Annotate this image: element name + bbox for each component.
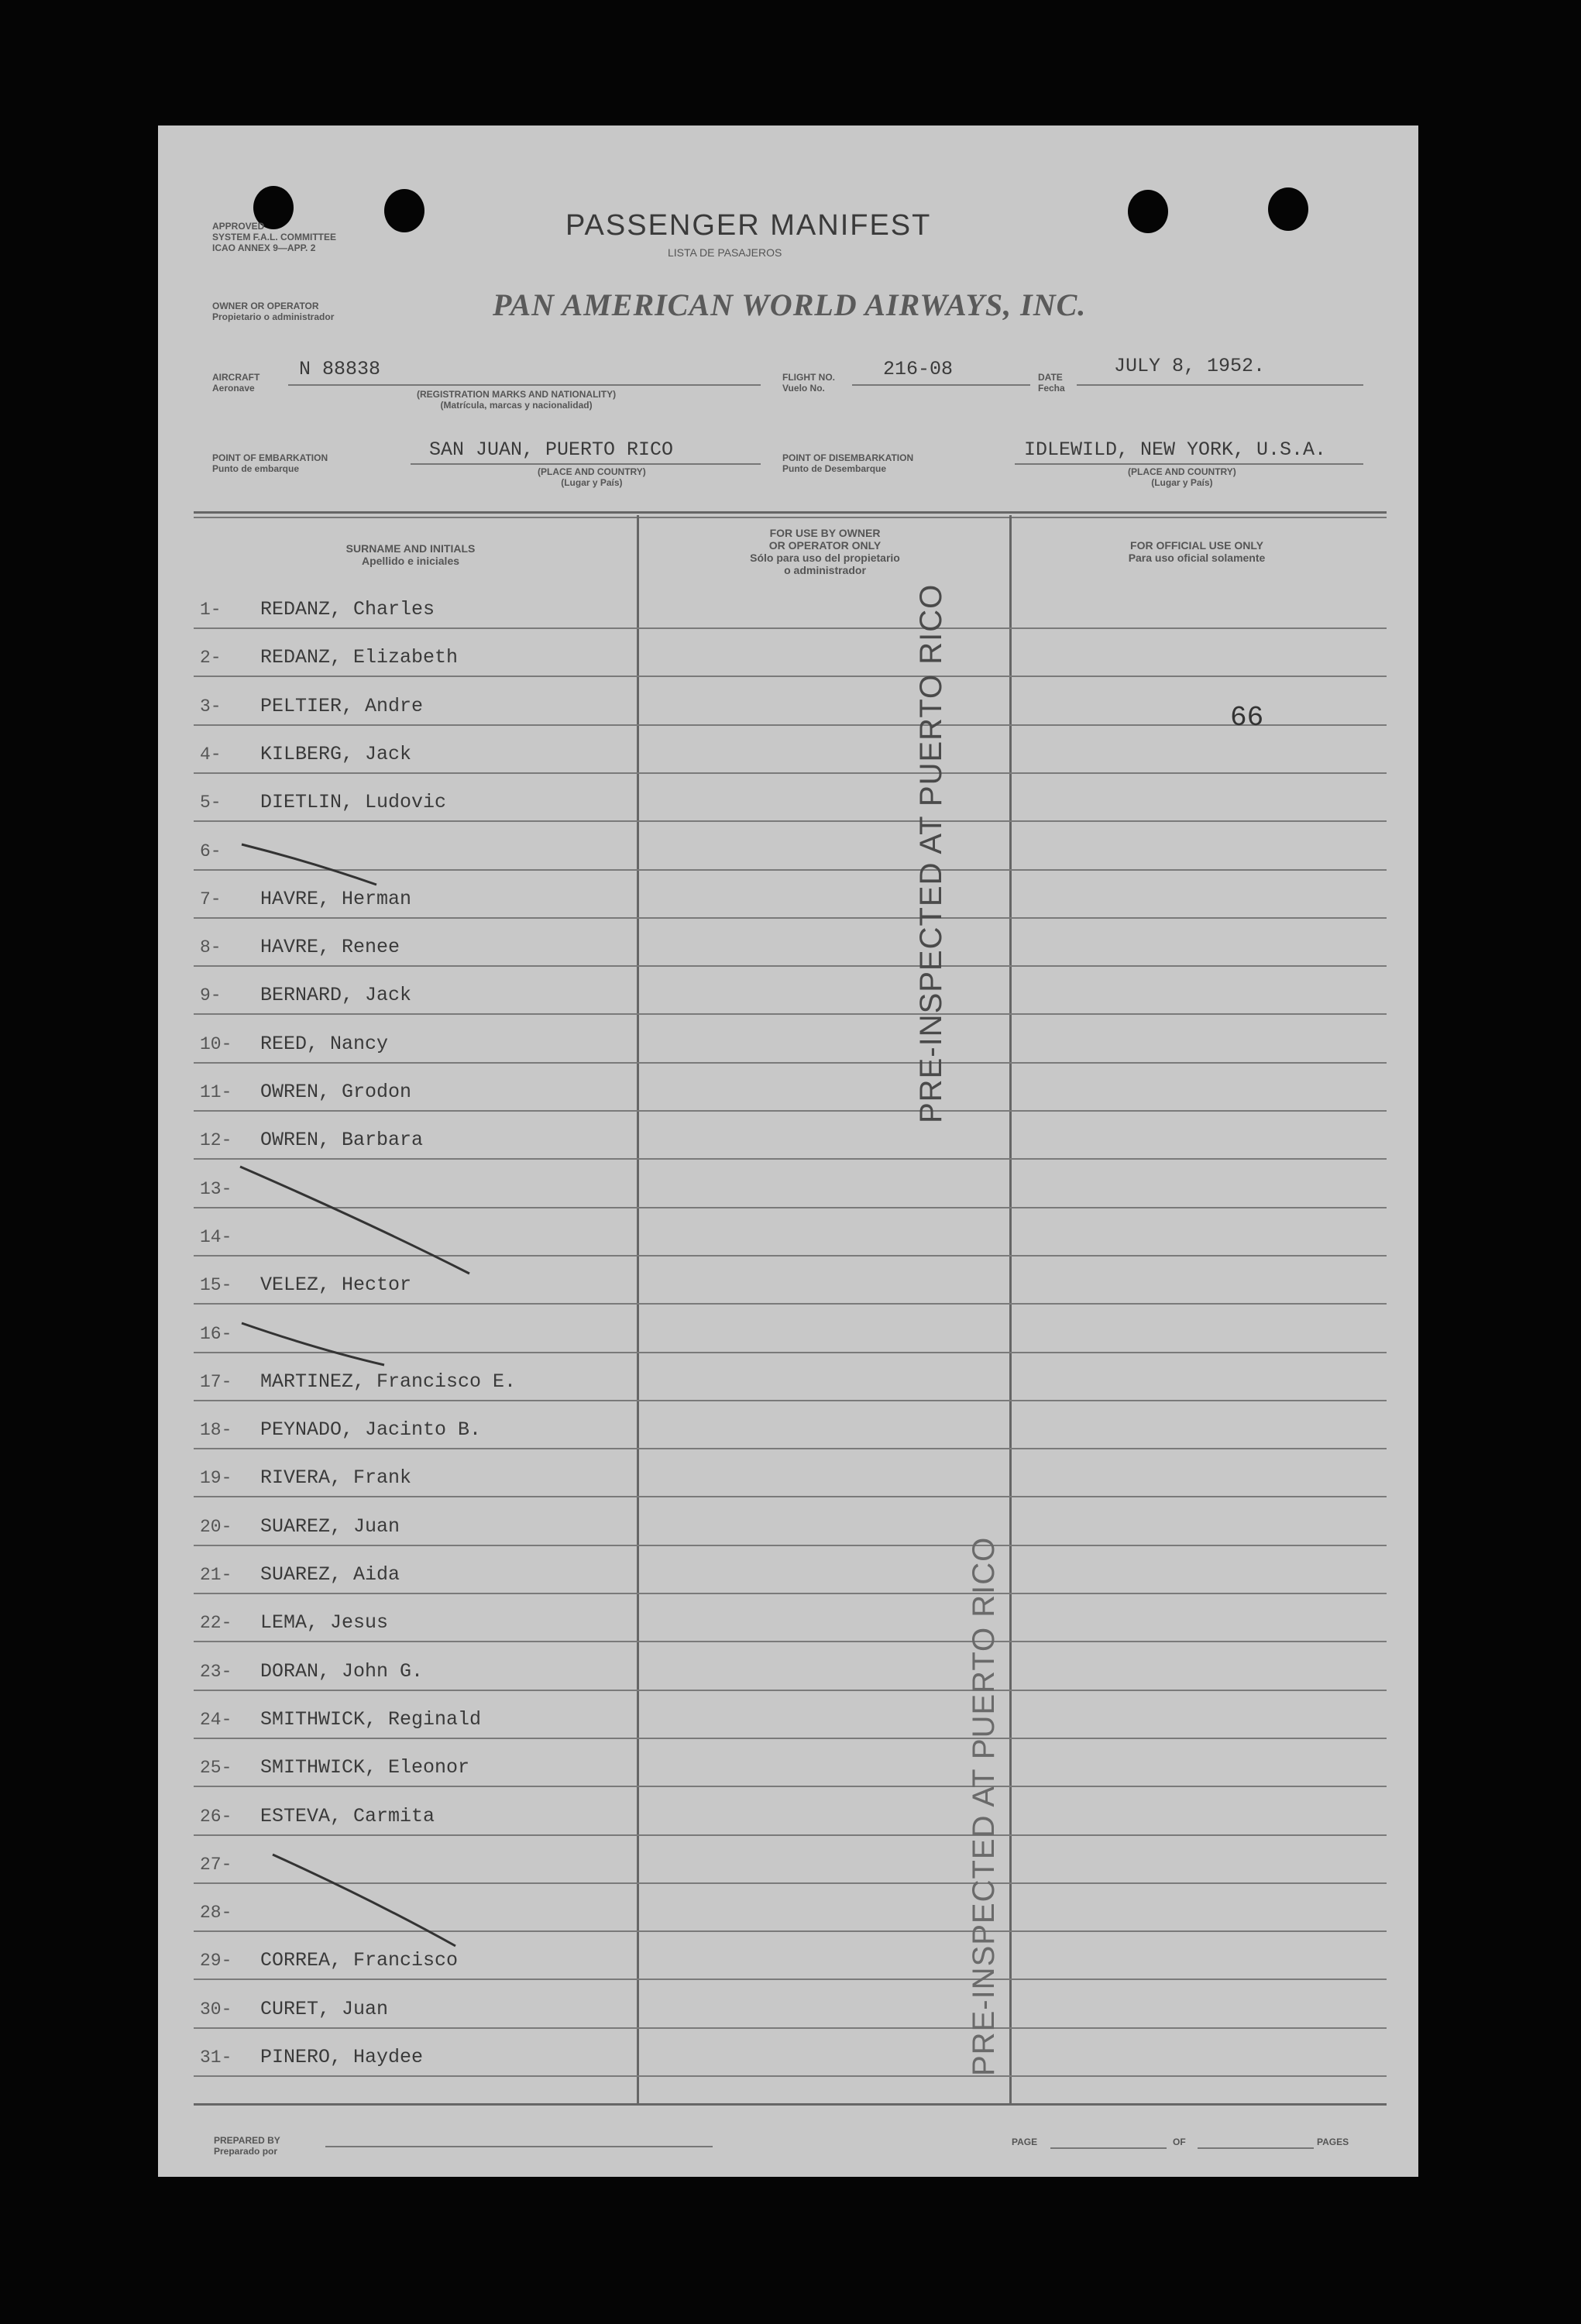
prepared-by-underline <box>325 2146 713 2147</box>
passenger-name: HAVRE, Herman <box>260 887 412 910</box>
passenger-name: KILBERG, Jack <box>260 742 412 765</box>
embark-value: SAN JUAN, PUERTO RICO <box>429 438 674 461</box>
row-number: 7- <box>200 889 222 909</box>
disembark-place-note-es: (Lugar y País) <box>1151 477 1213 488</box>
row-number: 29- <box>200 1951 232 1972</box>
passenger-name: OWREN, Barbara <box>260 1129 424 1152</box>
column-header-owner-use-2: OR OPERATOR ONLY <box>768 539 882 552</box>
row-number: 17- <box>200 1371 232 1392</box>
column-header-owner-use-es-1: Sólo para uso del propietario <box>750 552 900 564</box>
row-number: 13- <box>200 1178 232 1199</box>
passenger-name: PEYNADO, Jacinto B. <box>260 1418 482 1442</box>
row-number: 30- <box>200 1999 232 2020</box>
row-number: 15- <box>200 1275 232 1296</box>
row-number: 6- <box>200 841 222 861</box>
row-number: 19- <box>200 1468 232 1489</box>
row-number: 26- <box>200 1806 232 1827</box>
of-label: OF <box>1173 2137 1186 2147</box>
disembark-label-es: Punto de Desembarque <box>782 463 887 474</box>
owner-label-en: OWNER OR OPERATOR <box>212 301 319 311</box>
registration-note-en: (REGISTRATION MARKS AND NATIONALITY) <box>417 389 617 400</box>
column-header-surname-es: Apellido e iniciales <box>361 555 460 567</box>
row-number: 5- <box>200 792 222 813</box>
passenger-name: CORREA, Francisco <box>260 1949 459 1972</box>
passenger-name: RIVERA, Frank <box>260 1466 412 1490</box>
prepared-by-label <box>214 2135 280 2157</box>
passenger-name: SMITHWICK, Eleonor <box>260 1756 470 1779</box>
column-header-surname-en: SURNAME AND INITIALS <box>345 542 476 555</box>
row-number: 14- <box>200 1226 232 1247</box>
official-note: 66 <box>1230 702 1264 734</box>
passenger-name: CURET, Juan <box>260 1997 389 2020</box>
passenger-name: VELEZ, Hector <box>260 1274 412 1297</box>
row-number: 9- <box>200 985 222 1006</box>
strike-row-27 <box>273 1855 455 1946</box>
embark-label-es: Punto de embarque <box>212 463 300 474</box>
row-number: 20- <box>200 1516 232 1537</box>
owner-value: PAN AMERICAN WORLD AIRWAYS, INC. <box>493 287 1087 322</box>
disembark-value: IDLEWILD, NEW YORK, U.S.A. <box>1024 438 1327 461</box>
column-header-owner-use-es-2: o administrador <box>784 564 866 576</box>
row-number: 2- <box>200 648 222 669</box>
row-number: 1- <box>200 600 222 620</box>
row-number: 16- <box>200 1323 232 1344</box>
prepared-by-label-en: PREPARED BY <box>214 2135 280 2146</box>
row-number: 25- <box>200 1758 232 1779</box>
passenger-name: SUAREZ, Juan <box>260 1514 400 1538</box>
embark-place-note-es: (Lugar y País) <box>561 477 623 488</box>
passenger-name: ESTEVA, Carmita <box>260 1804 435 1827</box>
of-underline <box>1198 2147 1314 2149</box>
date-label-en: DATE <box>1038 372 1063 383</box>
passenger-name: MARTINEZ, Francisco E. <box>260 1370 517 1393</box>
row-number: 18- <box>200 1420 232 1441</box>
column-header-owner-use-1: FOR USE BY OWNER <box>769 527 881 539</box>
row-number: 10- <box>200 1033 232 1054</box>
registration-note-es: (Matrícula, marcas y nacionalidad) <box>440 400 593 411</box>
passenger-name: BERNARD, Jack <box>260 984 412 1007</box>
passenger-name: SUAREZ, Aida <box>260 1563 400 1586</box>
strike-row-13 <box>240 1167 469 1274</box>
page-subtitle: LISTA DE PASAJEROS <box>668 246 782 259</box>
row-number: 23- <box>200 1661 232 1682</box>
aircraft-label-en: AIRCRAFT <box>212 372 260 383</box>
aircraft-value: N 88838 <box>299 358 381 380</box>
row-number: 27- <box>200 1854 232 1875</box>
passenger-name: REDANZ, Elizabeth <box>260 646 459 669</box>
pre-inspected-stamp-2: PRE-INSPECTED AT PUERTO RICO <box>967 1536 1001 2076</box>
passenger-name: SMITHWICK, Reginald <box>260 1707 482 1731</box>
row-number: 3- <box>200 696 222 717</box>
pages-label: PAGES <box>1317 2137 1349 2147</box>
prepared-by-label-es: Preparado por <box>214 2146 278 2157</box>
disembark-place-note-en: (PLACE AND COUNTRY) <box>1128 466 1236 477</box>
approval-line-3: ICAO ANNEX 9—APP. 2 <box>212 242 316 253</box>
row-number: 22- <box>200 1613 232 1634</box>
passenger-name: DORAN, John G. <box>260 1659 424 1683</box>
flight-label-es: Vuelo No. <box>782 383 825 394</box>
column-header-official-es: Para uso oficial solamente <box>1128 552 1266 564</box>
page-title: PASSENGER MANIFEST <box>565 209 932 242</box>
passenger-name: LEMA, Jesus <box>260 1611 389 1635</box>
passenger-name: DIETLIN, Ludovic <box>260 791 447 814</box>
strike-row-16 <box>242 1323 384 1365</box>
row-number: 31- <box>200 2047 232 2068</box>
strike-row-6 <box>242 844 376 885</box>
row-number: 21- <box>200 1565 232 1585</box>
pre-inspected-stamp-1: PRE-INSPECTED AT PUERTO RICO <box>914 583 948 1123</box>
aircraft-label-es: Aeronave <box>212 383 255 394</box>
flight-value: 216-08 <box>883 358 954 380</box>
row-number: 11- <box>200 1082 232 1102</box>
flight-label-en: FLIGHT NO. <box>782 372 835 383</box>
row-number: 8- <box>200 937 222 958</box>
embark-label-en: POINT OF EMBARKATION <box>212 452 328 463</box>
passenger-name: REDANZ, Charles <box>260 598 435 621</box>
approval-line-2: SYSTEM F.A.L. COMMITTEE <box>212 232 337 242</box>
passenger-name: HAVRE, Renee <box>260 936 400 959</box>
owner-label-es: Propietario o administrador <box>212 311 335 322</box>
passenger-name: PELTIER, Andre <box>260 694 424 717</box>
column-header-official-en: FOR OFFICIAL USE ONLY <box>1130 539 1263 552</box>
page-underline <box>1050 2147 1167 2149</box>
passenger-name: REED, Nancy <box>260 1032 389 1055</box>
row-number: 12- <box>200 1130 232 1151</box>
date-value: JULY 8, 1952. <box>1114 355 1266 377</box>
row-number: 28- <box>200 1903 232 1923</box>
passenger-name: PINERO, Haydee <box>260 2046 424 2068</box>
disembark-label-en: POINT OF DISEMBARKATION <box>782 452 914 463</box>
approval-line-1: APPROVED <box>212 221 265 232</box>
page-label: PAGE <box>1012 2137 1038 2147</box>
passenger-name: OWREN, Grodon <box>260 1081 412 1103</box>
row-number: 24- <box>200 1709 232 1730</box>
row-number: 4- <box>200 744 222 765</box>
date-label-es: Fecha <box>1038 383 1065 394</box>
embark-place-note-en: (PLACE AND COUNTRY) <box>538 466 646 477</box>
